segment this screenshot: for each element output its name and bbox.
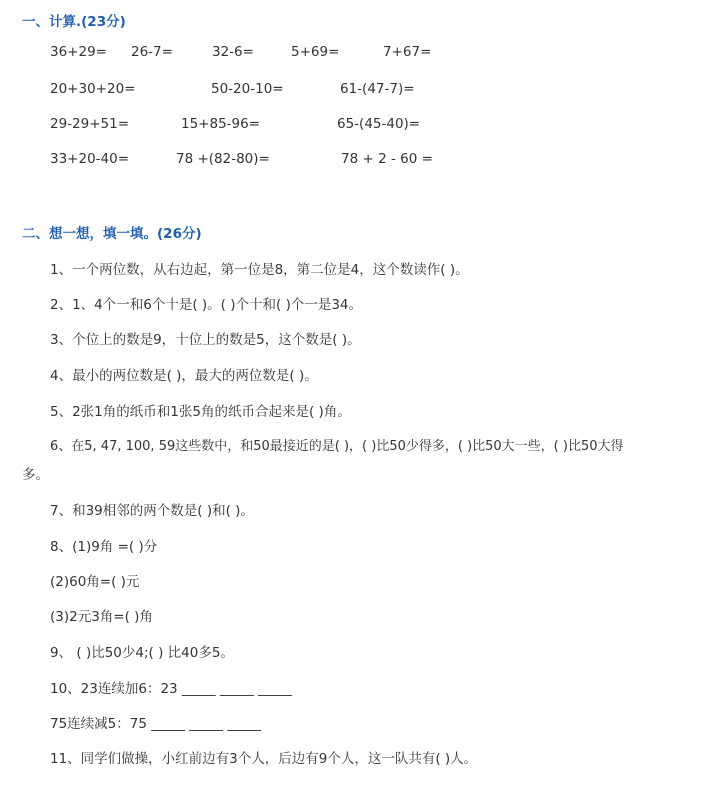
section-1-heading: 一、计算.(23分) xyxy=(22,14,126,30)
question-line: 10、23连续加6：23 _____ _____ _____ xyxy=(50,681,292,697)
calc-item: 32-6= xyxy=(212,44,254,60)
calc-item: 5+69= xyxy=(291,44,340,60)
question-line: 7、和39相邻的两个数是( )和( )。 xyxy=(50,503,254,519)
question-line: 2、1、4个一和6个十是( )。( )个十和( )个一是34。 xyxy=(50,297,363,313)
question-line: 5、2张1角的纸币和1张5角的纸币合起来是( )角。 xyxy=(50,404,351,420)
calc-item: 15+85-96= xyxy=(181,116,261,132)
calc-item: 33+20-40= xyxy=(50,151,130,167)
calc-item: 65-(45-40)= xyxy=(337,116,421,132)
calc-item: 26-7= xyxy=(131,44,173,60)
question-line-wrap: 多。 xyxy=(22,467,49,483)
question-line: 8、(1)9角 =( )分 xyxy=(50,539,158,555)
calc-item: 78 + 2 - 60 = xyxy=(341,151,433,167)
question-line: 11、同学们做操，小红前边有3个人，后边有9个人，这一队共有( )人。 xyxy=(50,751,478,767)
calc-item: 36+29= xyxy=(50,44,107,60)
calc-item: 61-(47-7)= xyxy=(340,81,415,97)
calc-item: 7+67= xyxy=(383,44,432,60)
question-line: 4、最小的两位数是( )，最大的两位数是( )。 xyxy=(50,368,318,384)
question-line: 6、在5, 47, 100, 59这些数中，和50最接近的是( )，( )比50少得多，( )比50大一些，( )比50大得 xyxy=(50,439,624,454)
question-line: (3)2元3角=( )角 xyxy=(50,609,153,625)
question-line: 3、个位上的数是9，十位上的数是5，这个数是( )。 xyxy=(50,332,361,348)
calc-item: 20+30+20= xyxy=(50,81,136,97)
calc-item: 78 +(82-80)= xyxy=(176,151,270,167)
calc-item: 50-20-10= xyxy=(211,81,284,97)
question-line: 75连续减5：75 _____ _____ _____ xyxy=(50,716,262,732)
section-2-heading: 二、想一想，填一填。(26分) xyxy=(22,226,202,242)
question-line: 9、 ( )比50少4;( ) 比40多5。 xyxy=(50,645,234,661)
question-line: 1、一个两位数，从右边起，第一位是8，第二位是4，这个数读作( )。 xyxy=(50,262,469,278)
calc-item: 29-29+51= xyxy=(50,116,130,132)
question-line: (2)60角=( )元 xyxy=(50,574,140,590)
